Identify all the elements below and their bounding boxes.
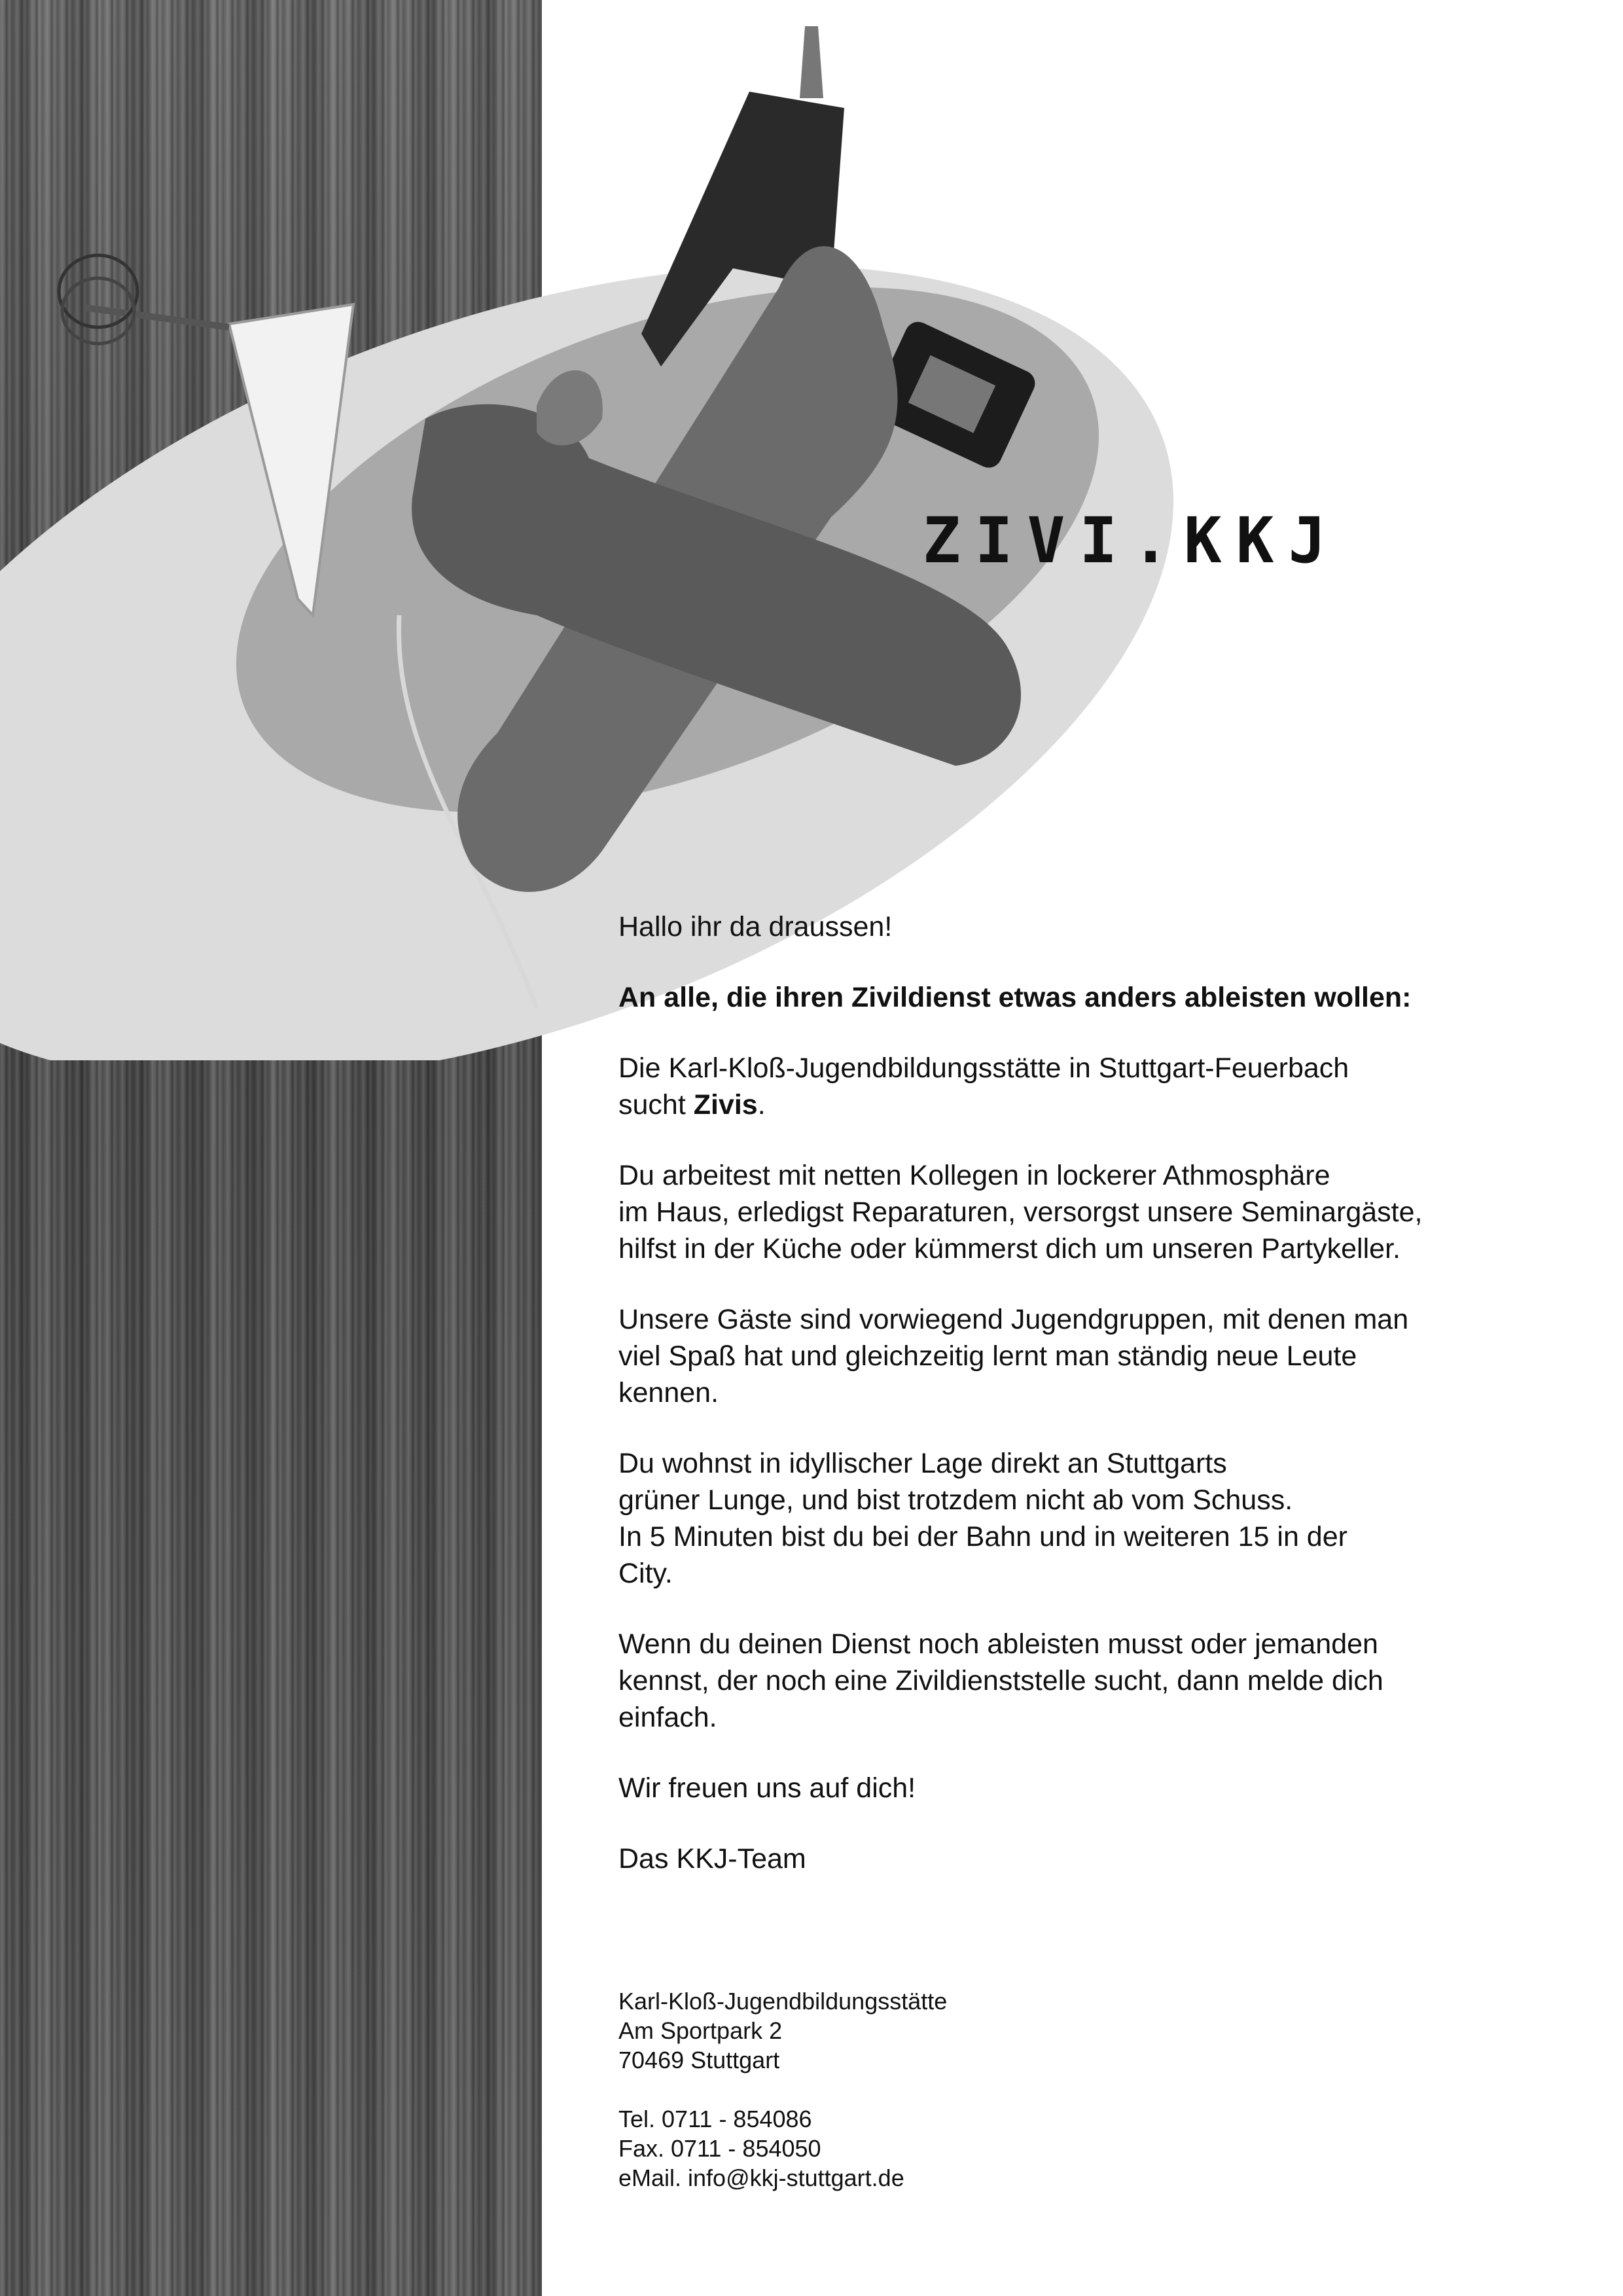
contact-block xyxy=(618,1986,1207,2193)
email-address: eMail. info@kkj-stuttgart.de xyxy=(618,2164,904,2191)
intro-paragraph: Die Karl-Kloß-Jugendbildungsstätte in Stuttgart-Feuerbach sucht Zivis. xyxy=(618,1052,1349,1121)
greeting: Hallo ihr da draussen! xyxy=(618,911,893,942)
letter-body xyxy=(618,908,1535,1911)
fax-number: Fax. 0711 - 854050 xyxy=(618,2135,821,2162)
signature: Das KKJ-Team xyxy=(618,1843,806,1874)
location-paragraph: Du wohnst in idyllischer Lage direkt an Stuttgarts grüner Lunge, und bist trotzdem nicht ab vom Schuss. In 5 Minuten bist du bei der Bahn und in weiteren 15 in der City. xyxy=(618,1448,1347,1589)
call-to-action-paragraph: Wenn du deinen Dienst noch ableisten musst oder jemanden kennst, der noch eine Zivildienststelle sucht, dann melde dich einfach. xyxy=(618,1628,1383,1733)
zivi-kkj-logo: ZIVI.KKJ xyxy=(923,504,1341,577)
work-paragraph: Du arbeitest mit netten Kollegen in lockerer Athmosphäre im Haus, erledigst Reparaturen, versorgst unsere Seminargäste, hilfst in der Küche oder kümmerst dich um unseren Partykeller. xyxy=(618,1160,1423,1265)
phone-number: Tel. 0711 - 854086 xyxy=(618,2106,812,2132)
guests-paragraph: Unsere Gäste sind vorwiegend Jugendgruppen, mit denen man viel Spaß hat und gleichzeitig lernt man ständig neue Leute kennen. xyxy=(618,1304,1409,1408)
closing-line: Wir freuen uns auf dich! xyxy=(618,1772,916,1804)
postal-address: Karl-Kloß-Jugendbildungsstätte Am Sportpark 2 70469 Stuttgart xyxy=(618,1988,948,2073)
header-artwork xyxy=(0,0,1623,1060)
headline: An alle, die ihren Zivildienst etwas anders ableisten wollen: xyxy=(618,982,1412,1013)
